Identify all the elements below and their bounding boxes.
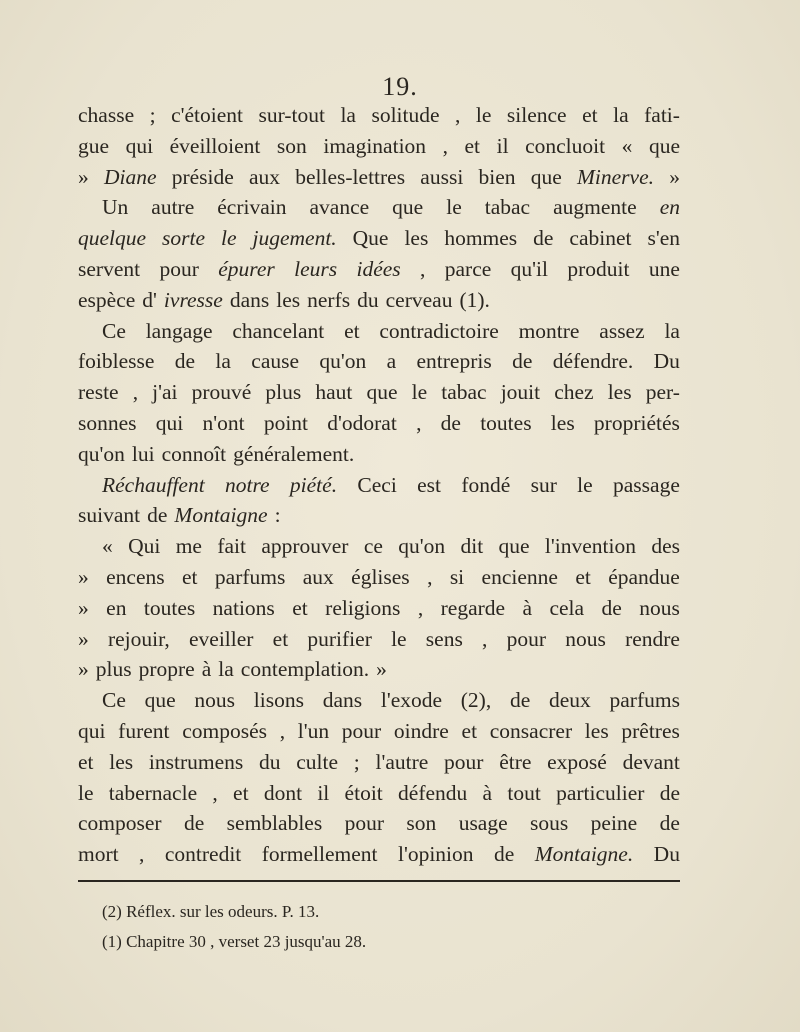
word: ;	[353, 749, 360, 774]
word: formellement	[261, 842, 378, 867]
word: rendre	[625, 626, 680, 651]
word: tout	[507, 780, 541, 805]
word: instrumens	[148, 749, 244, 774]
word: il	[496, 133, 509, 158]
word: aux	[302, 564, 334, 589]
word: d'	[142, 287, 157, 312]
word: ,	[442, 133, 448, 158]
word: fondé	[461, 472, 511, 497]
word: dit	[460, 534, 484, 559]
word: et	[461, 718, 478, 743]
word: dans	[229, 287, 270, 312]
word: l'autre	[375, 749, 429, 774]
word: regarde	[440, 595, 506, 620]
text-line	[78, 593, 680, 624]
word: défendre.	[552, 349, 634, 374]
word: et	[233, 780, 249, 805]
italic-word: ivresse	[163, 287, 223, 312]
word: préside	[171, 164, 234, 189]
word: tabernacle	[108, 780, 198, 805]
word: son	[276, 133, 307, 158]
word: dont	[263, 780, 303, 805]
word: contredit	[164, 842, 242, 867]
italic-word: idées	[356, 256, 401, 281]
text-line	[78, 562, 680, 593]
word: les	[550, 410, 575, 435]
word: l'un	[297, 718, 330, 743]
word: son	[406, 811, 437, 836]
word: nerfs	[307, 287, 351, 312]
italic-word: Minerve.	[576, 164, 654, 189]
word: lui	[131, 441, 155, 466]
word: a	[386, 349, 397, 374]
word: espèce	[78, 287, 136, 312]
text-line	[78, 254, 680, 285]
word: composés	[182, 718, 267, 743]
word: généralement.	[233, 441, 355, 466]
word: que	[530, 164, 562, 189]
word: consacrer	[489, 718, 573, 743]
italic-word: en	[659, 195, 680, 220]
word: concluoit	[525, 133, 606, 158]
word: et	[344, 318, 360, 343]
word: tabac	[441, 380, 487, 405]
italic-word: piété.	[289, 472, 338, 497]
word: Du	[653, 842, 680, 867]
word: encens	[106, 564, 165, 589]
word: défendu	[398, 780, 468, 805]
word: lisons	[253, 688, 304, 713]
page-number: 19.	[382, 72, 418, 101]
text-line	[78, 470, 680, 501]
word: à	[201, 657, 212, 682]
text-line	[78, 408, 680, 439]
word: épandue	[608, 564, 680, 589]
word: et	[292, 595, 308, 620]
word: le	[446, 195, 462, 220]
word: ,	[139, 842, 145, 867]
word: ,	[417, 595, 424, 620]
word: de	[147, 503, 168, 528]
word: »	[78, 564, 89, 589]
word: d'odorat	[327, 410, 397, 435]
word: ,	[455, 103, 461, 127]
word: étoit	[344, 780, 383, 805]
word: parfums	[609, 688, 680, 713]
word: éveilloient	[169, 133, 261, 158]
word: jouit	[500, 380, 541, 405]
word: assez	[599, 318, 645, 343]
italic-word: Montaigne	[174, 503, 268, 528]
word: «	[621, 133, 633, 158]
word: ;	[149, 103, 156, 127]
italic-word: Montaigne.	[534, 842, 634, 867]
word: les	[109, 749, 134, 774]
word: cabinet	[569, 226, 632, 251]
word: de	[493, 842, 515, 867]
word: plus	[265, 380, 302, 405]
word: ,	[482, 626, 488, 651]
word: prêtres	[621, 718, 680, 743]
word: ce	[363, 534, 383, 559]
word: gue	[78, 133, 110, 158]
italic-word: Réchauffent	[102, 472, 205, 497]
word: pour	[344, 811, 385, 836]
word: le	[411, 380, 428, 405]
italic-word: sorte	[162, 226, 206, 251]
text-line	[78, 131, 680, 162]
word: encienne	[481, 564, 558, 589]
word: Ce	[102, 318, 126, 343]
word: »	[669, 164, 680, 189]
word: chasse	[78, 103, 135, 127]
word: écrivain	[217, 195, 287, 220]
word: qui	[78, 718, 106, 743]
word: religions	[325, 595, 401, 620]
text-line	[78, 808, 680, 839]
word: qu'on	[319, 349, 367, 374]
word: semblables	[226, 811, 323, 836]
word: autre	[151, 195, 195, 220]
word: ,	[212, 780, 218, 805]
word: de	[533, 226, 554, 251]
text-line	[78, 223, 680, 254]
word: (2),	[460, 688, 492, 713]
word: (1).	[459, 287, 490, 312]
word: la	[340, 103, 356, 127]
word: de	[659, 780, 680, 805]
text-line	[78, 531, 680, 562]
word: augmente	[553, 195, 637, 220]
word: que	[392, 195, 424, 220]
word: le	[78, 780, 94, 805]
word: pour	[506, 626, 547, 651]
word: les	[276, 287, 301, 312]
word: reste	[78, 380, 119, 405]
word: de	[601, 595, 622, 620]
word: c'étoient	[171, 103, 244, 127]
word: Un	[102, 195, 129, 220]
word: est	[417, 472, 441, 497]
word: la	[664, 318, 680, 343]
word: purifier	[307, 626, 372, 651]
word: silence	[506, 103, 567, 127]
word: produit	[567, 256, 630, 281]
word: cause	[251, 349, 300, 374]
word: dans	[322, 688, 363, 713]
word: hommes	[444, 226, 518, 251]
footnote-rule	[78, 880, 680, 882]
footnote: (1) Chapitre 30 , verset 23 jusqu'au 28.	[102, 932, 367, 951]
word: fati-	[644, 103, 680, 127]
word: de	[174, 349, 196, 374]
word: et	[272, 626, 289, 651]
word: tabac	[484, 195, 531, 220]
word: ,	[420, 256, 426, 281]
word: le	[577, 472, 593, 497]
word: qui	[125, 133, 154, 158]
word: aux	[249, 164, 281, 189]
word: aussi	[420, 164, 464, 189]
word: sur	[530, 472, 557, 497]
word: approuver	[261, 534, 349, 559]
text-line	[78, 377, 680, 408]
word: prouvé	[191, 380, 252, 405]
italic-word: le	[221, 226, 237, 251]
word: et	[182, 564, 198, 589]
word: chez	[554, 380, 594, 405]
word: nous	[565, 626, 606, 651]
word: Du	[653, 349, 680, 374]
word: parce	[444, 256, 492, 281]
word: toutes	[143, 595, 196, 620]
word: culte	[296, 749, 339, 774]
word: la	[613, 103, 629, 127]
italic-word: Diane	[103, 164, 157, 189]
word: langage	[145, 318, 213, 343]
text-line	[78, 839, 680, 870]
word: fait	[217, 534, 246, 559]
word: à	[522, 595, 533, 620]
text-line	[78, 346, 680, 377]
word: que	[366, 380, 398, 405]
word: plus	[95, 657, 132, 682]
text-line	[78, 439, 680, 470]
word: connoît	[161, 441, 227, 466]
word: «	[102, 534, 113, 559]
word: qu'on	[398, 534, 446, 559]
word: l'exode	[380, 688, 443, 713]
text-line	[78, 285, 680, 316]
italic-word: épurer	[218, 256, 275, 281]
word: de	[509, 688, 531, 713]
word: cela	[549, 595, 585, 620]
word: servent	[78, 256, 141, 281]
word: »	[78, 626, 89, 651]
word: propre	[138, 657, 195, 682]
word: pour	[341, 718, 382, 743]
word: contemplation.	[240, 657, 370, 682]
word: parfums	[214, 564, 286, 589]
word: des	[651, 534, 680, 559]
word: et	[582, 103, 598, 127]
word: peine	[590, 811, 638, 836]
text-line	[78, 162, 680, 193]
word: ,	[416, 410, 422, 435]
word: sur-tout	[258, 103, 325, 127]
word: qu'il	[510, 256, 548, 281]
word: et	[464, 133, 481, 158]
word: les	[404, 226, 429, 251]
word: pour	[444, 749, 484, 774]
word: que	[648, 133, 680, 158]
text-line	[78, 685, 680, 716]
word: rejouir,	[107, 626, 170, 651]
word: les	[584, 718, 609, 743]
word: être	[499, 749, 532, 774]
word: ,	[279, 718, 286, 743]
word: la	[218, 657, 234, 682]
word: per-	[645, 380, 680, 405]
word: chancelant	[232, 318, 325, 343]
word: Que	[352, 226, 389, 251]
word: contradictoire	[379, 318, 499, 343]
body-text	[78, 100, 680, 870]
word: »	[78, 164, 89, 189]
word: »	[78, 595, 89, 620]
word: de	[183, 811, 205, 836]
text-line	[78, 747, 680, 778]
word: ,	[427, 564, 433, 589]
text-line	[78, 778, 680, 809]
word: à	[482, 780, 493, 805]
word: ,	[132, 380, 139, 405]
word: bien	[478, 164, 516, 189]
word: solitude	[371, 103, 440, 127]
word: en	[106, 595, 127, 620]
word: toutes	[480, 410, 532, 435]
word: il	[317, 780, 330, 805]
text-line	[78, 500, 680, 531]
word: nous	[639, 595, 680, 620]
word: le	[475, 103, 492, 127]
word: que	[144, 688, 176, 713]
word: Ce	[102, 688, 126, 713]
word: nous	[194, 688, 236, 713]
word: et	[78, 749, 94, 774]
word: les	[607, 380, 632, 405]
word: me	[175, 534, 202, 559]
word: avance	[309, 195, 370, 220]
word: pour	[159, 256, 199, 281]
word: point	[263, 410, 309, 435]
word: de	[659, 811, 680, 836]
word: usage	[458, 811, 508, 836]
word: j'ai	[152, 380, 178, 405]
word: »	[78, 657, 89, 682]
word: du	[357, 287, 379, 312]
word: foiblesse	[78, 349, 155, 374]
text-line	[78, 654, 680, 685]
text-line	[78, 192, 680, 223]
word: exposé	[547, 749, 607, 774]
word: oindre	[393, 718, 449, 743]
word: Ceci	[357, 472, 397, 497]
word: mort	[78, 842, 119, 867]
word: du	[258, 749, 281, 774]
word: de	[440, 410, 461, 435]
text-line	[78, 716, 680, 747]
italic-word: leurs	[294, 256, 338, 281]
word: propriétés	[593, 410, 680, 435]
word: particulier	[556, 780, 645, 805]
word: et	[575, 564, 591, 589]
word: le	[391, 626, 407, 651]
word: l'invention	[544, 534, 636, 559]
word: que	[498, 534, 530, 559]
word: s'en	[647, 226, 680, 251]
word: qui	[155, 410, 184, 435]
word: Qui	[128, 534, 161, 559]
text-line	[78, 316, 680, 347]
word: haut	[315, 380, 353, 405]
word: composer	[78, 811, 162, 836]
word: devant	[622, 749, 680, 774]
word: passage	[613, 472, 680, 497]
word: n'ont	[202, 410, 245, 435]
word: cerveau	[385, 287, 453, 312]
word: montre	[518, 318, 580, 343]
word: imagination	[323, 133, 427, 158]
word: si	[449, 564, 465, 589]
word: nations	[212, 595, 275, 620]
word: qu'on	[78, 441, 125, 466]
footnote: (2) Réflex. sur les odeurs. P. 13.	[102, 902, 320, 921]
word: une	[648, 256, 680, 281]
italic-word: notre	[225, 472, 270, 497]
word: sens	[425, 626, 463, 651]
word: belles-lettres	[295, 164, 406, 189]
word: »	[376, 657, 387, 682]
text-line	[78, 100, 680, 131]
word: eveiller	[188, 626, 254, 651]
word: suivant	[78, 503, 141, 528]
word: églises	[351, 564, 410, 589]
text-line	[78, 624, 680, 655]
italic-word: quelque	[78, 226, 147, 251]
word: sonnes	[78, 410, 137, 435]
word: sous	[530, 811, 569, 836]
word: entrepris	[416, 349, 492, 374]
word: furent	[118, 718, 170, 743]
word: l'opinion	[397, 842, 474, 867]
word: la	[215, 349, 231, 374]
italic-word: jugement.	[252, 226, 337, 251]
word: :	[274, 503, 281, 528]
footnotes	[102, 897, 662, 957]
word: deux	[548, 688, 591, 713]
word: de	[512, 349, 533, 374]
